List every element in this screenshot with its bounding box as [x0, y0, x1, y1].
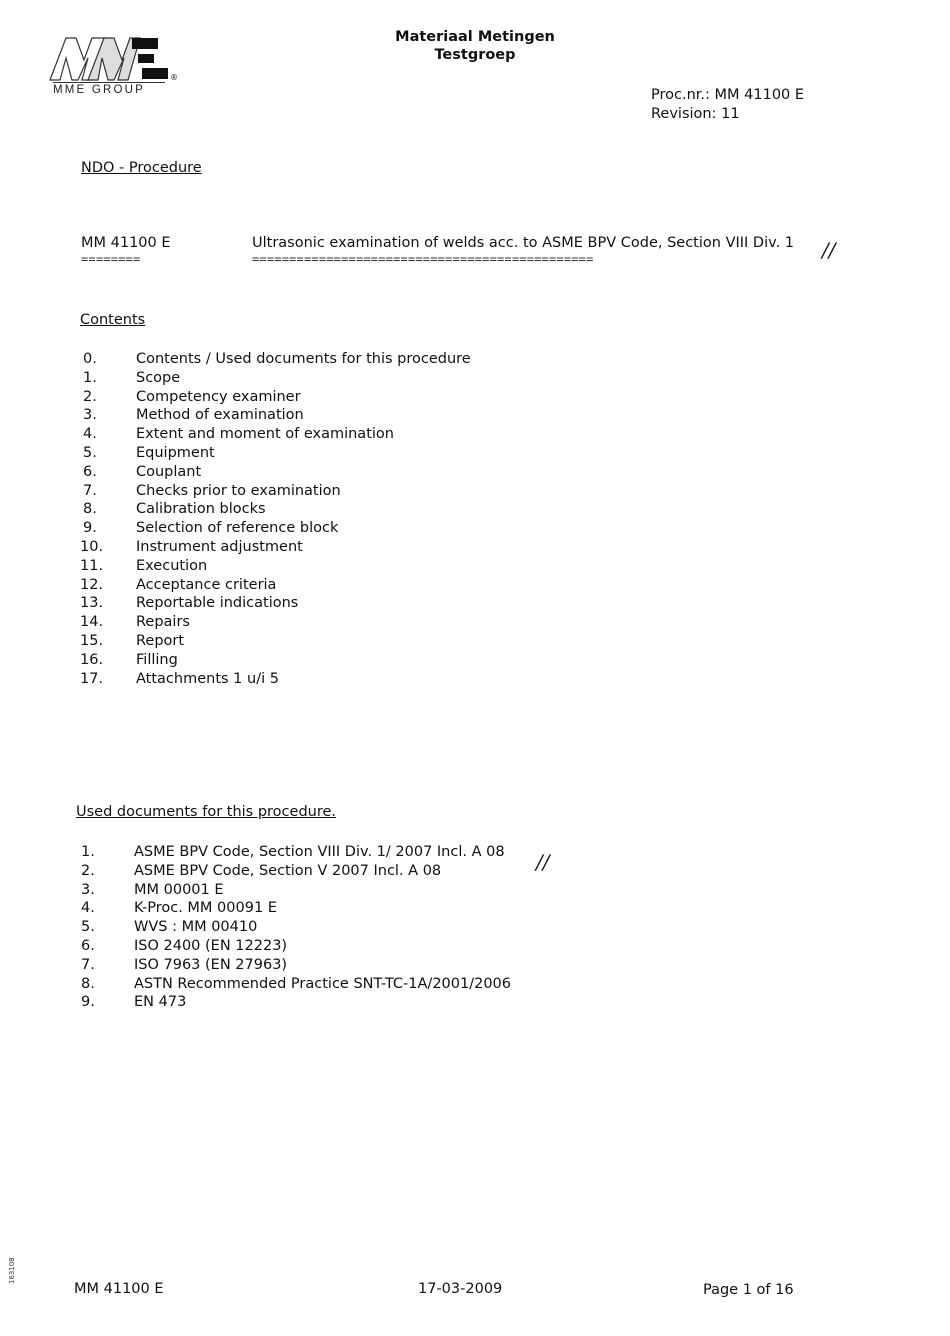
item-label: WVS : MM 00410 [134, 919, 258, 936]
document-item [76, 881, 511, 900]
item-label: Calibration blocks [136, 501, 266, 518]
item-label: ISO 2400 (EN 12223) [134, 937, 288, 954]
item-label: Repairs [136, 614, 190, 631]
contents-item [80, 350, 471, 369]
item-number: 7. [81, 956, 95, 973]
item-label: ASME BPV Code, Section V 2007 Incl. A 08 [134, 862, 442, 879]
logo-text: MME GROUP [53, 82, 165, 96]
procedure-meta [651, 86, 804, 124]
procedure-title-rule: ============================================== [252, 252, 594, 266]
header-title [380, 28, 570, 64]
proc-nr: Proc.nr.: MM 41100 E [651, 87, 805, 103]
item-label: Checks prior to examination [136, 482, 341, 499]
side-id: 163108 [8, 1257, 16, 1284]
item-label: ASTN Recommended Practice SNT-TC-1A/2001/2006 [134, 975, 512, 992]
document-item [76, 862, 511, 881]
procedure-code: MM 41100 E [81, 235, 171, 251]
contents-item [80, 576, 471, 595]
item-number: 2. [81, 862, 95, 879]
item-label: Competency examiner [136, 388, 301, 405]
mme-logo-icon [48, 34, 178, 84]
item-label: Acceptance criteria [136, 576, 277, 593]
item-label: Reportable indications [136, 595, 299, 612]
contents-item [80, 444, 471, 463]
item-number: 1. [81, 844, 95, 860]
used-documents-heading: Used documents for this procedure. [76, 804, 337, 820]
item-number: 13. [80, 595, 104, 612]
contents-item [80, 388, 471, 407]
contents-heading: Contents [80, 312, 146, 328]
contents-list [80, 350, 471, 688]
item-label: Selection of reference block [136, 520, 339, 537]
item-number: 5. [83, 444, 97, 461]
item-number: 4. [81, 900, 95, 917]
document-item [76, 956, 511, 975]
item-number: 14. [80, 614, 104, 631]
contents-item [80, 425, 471, 444]
item-number: 4. [83, 426, 97, 443]
used-documents-list [76, 843, 511, 1012]
item-number: 16. [80, 651, 104, 668]
item-number: 6. [81, 937, 95, 954]
handwritten-initials: // [536, 850, 550, 874]
footer-date: 17-03-2009 [418, 1281, 503, 1297]
document-item [76, 899, 511, 918]
item-label: Extent and moment of examination [136, 426, 394, 443]
item-number: 9. [81, 994, 95, 1011]
item-number: 3. [83, 407, 97, 424]
contents-item [80, 538, 471, 557]
item-number: 9. [83, 520, 97, 537]
contents-item [80, 632, 471, 651]
contents-item [80, 500, 471, 519]
item-number: 15. [80, 632, 104, 649]
item-label: Scope [136, 369, 181, 386]
item-number: 8. [83, 501, 97, 518]
handwritten-initials: // [822, 238, 836, 262]
document-item [76, 918, 511, 937]
procedure-code-rule: ======== [81, 252, 141, 266]
item-label: Filling [136, 651, 178, 668]
item-number: 17. [80, 670, 104, 687]
document-item [76, 993, 511, 1012]
item-label: Instrument adjustment [136, 538, 303, 555]
item-number: 7. [83, 482, 97, 499]
item-label: Couplant [136, 463, 202, 480]
revision: Revision: 11 [651, 106, 740, 122]
item-number: 5. [81, 919, 95, 936]
header-title-line2: Testgroep [434, 47, 516, 63]
contents-item [80, 482, 471, 501]
contents-item [80, 519, 471, 538]
contents-item [80, 594, 471, 613]
item-label: MM 00001 E [134, 881, 224, 898]
document-item [76, 843, 511, 862]
item-label: K-Proc. MM 00091 E [134, 900, 277, 917]
footer-code: MM 41100 E [74, 1281, 164, 1297]
item-label: Attachments 1 u/i 5 [136, 670, 279, 687]
item-number: 3. [81, 881, 95, 898]
footer-page-number: Page 1 of 16 [703, 1282, 794, 1298]
contents-item [80, 463, 471, 482]
item-label: Execution [136, 557, 208, 574]
contents-item [80, 613, 471, 632]
document-item [76, 937, 511, 956]
item-number: 10. [80, 538, 104, 555]
item-number: 8. [81, 975, 95, 992]
section-label: NDO - Procedure [81, 160, 202, 176]
contents-item [80, 406, 471, 425]
item-label: Equipment [136, 444, 215, 461]
header-title-line1: Materiaal Metingen [395, 29, 555, 45]
contents-item [80, 369, 471, 388]
item-number: 0. [83, 351, 97, 367]
item-number: 6. [83, 463, 97, 480]
item-label: ASME BPV Code, Section VIII Div. 1/ 2007 Incl. A 08 [134, 844, 505, 860]
item-label: Contents / Used documents for this procedure [136, 351, 471, 367]
item-number: 1. [83, 369, 97, 386]
procedure-title: Ultrasonic examination of welds acc. to ASME BPV Code, Section VIII Div. 1 [252, 235, 795, 251]
procedure-code-block [81, 235, 171, 267]
item-label: ISO 7963 (EN 27963) [134, 956, 288, 973]
contents-item [80, 651, 471, 670]
item-label: Report [136, 632, 185, 649]
item-number: 11. [80, 557, 104, 574]
item-label: EN 473 [134, 994, 187, 1011]
item-number: 12. [80, 576, 104, 593]
svg-text:®: ® [170, 73, 178, 82]
item-label: Method of examination [136, 407, 304, 424]
document-item [76, 975, 511, 994]
procedure-title-block [252, 235, 794, 267]
contents-item [80, 670, 471, 689]
item-number: 2. [83, 388, 97, 405]
contents-item [80, 557, 471, 576]
